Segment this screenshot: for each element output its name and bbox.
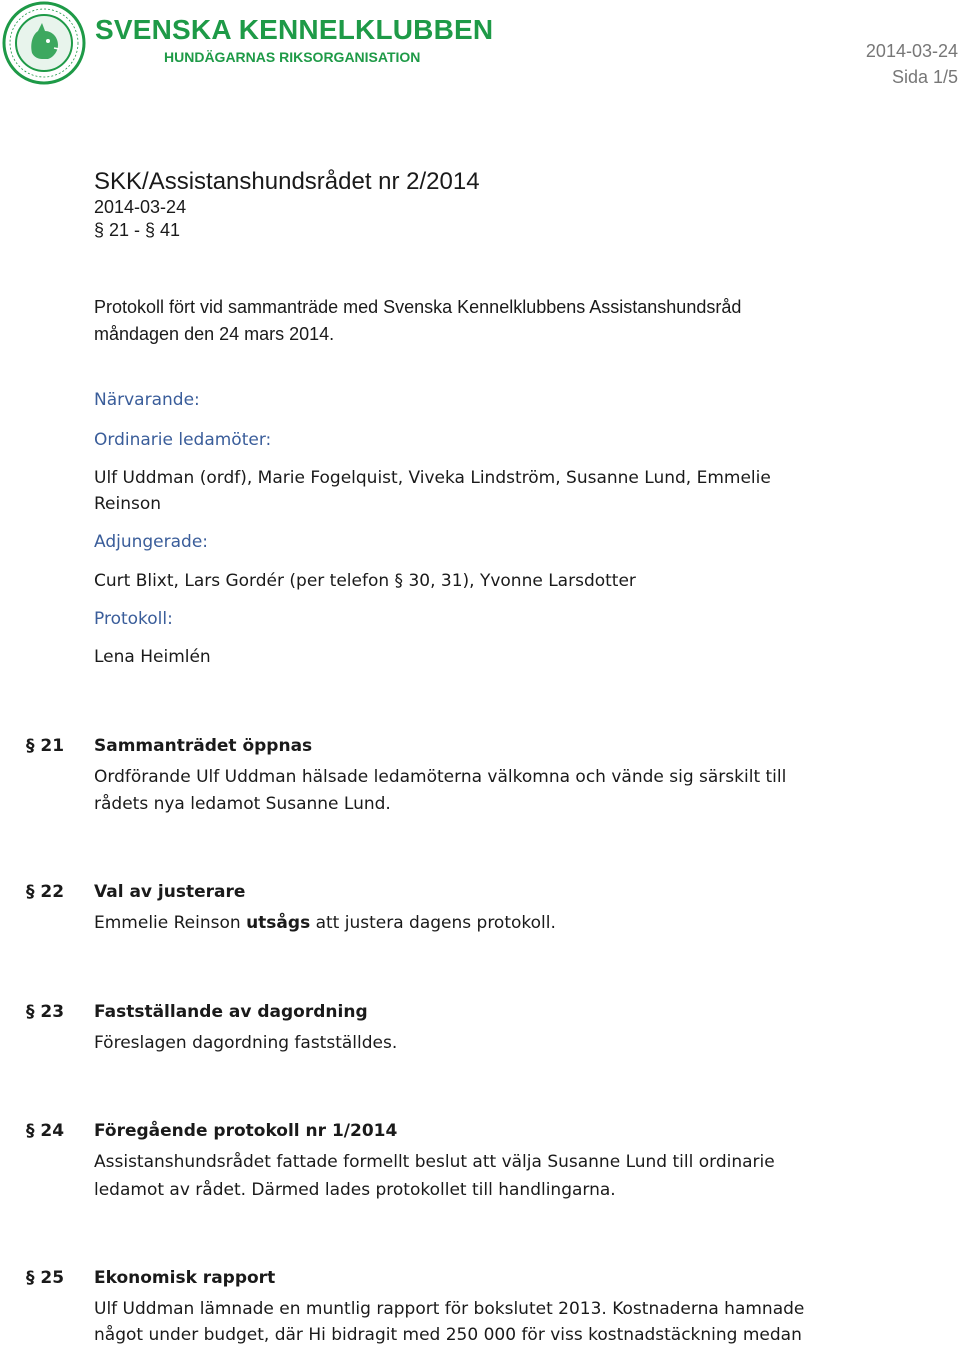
item-number: § 24 <box>26 1121 65 1141</box>
item-text-part: att justera dagens protokoll. <box>310 913 556 933</box>
item-text: Assistanshundsrådet fattade formellt beslut att välja Susanne Lund till ordinarie <box>94 1152 775 1172</box>
members-line-1: Ulf Uddman (ordf), Marie Fogelquist, Viveka Lindström, Susanne Lund, Emmelie <box>94 468 771 488</box>
item-text-emphasis: utsågs <box>246 913 311 933</box>
item-text <box>94 913 556 933</box>
item-heading: Ekonomisk rapport <box>94 1268 276 1288</box>
item-heading: Föregående protokoll nr 1/2014 <box>94 1121 398 1141</box>
item-text: Föreslagen dagordning fastställdes. <box>94 1033 398 1053</box>
members-label: Ordinarie ledamöter: <box>94 430 272 450</box>
item-heading: Sammanträdet öppnas <box>94 736 313 756</box>
item-text: Ulf Uddman lämnade en muntlig rapport för bokslutet 2013. Kostnaderna hamnade <box>94 1299 805 1319</box>
item-text: rådets nya ledamot Susanne Lund. <box>94 794 391 814</box>
item-text: något under budget, där Hi bidragit med 250 000 för viss kostnadstäckning medan <box>94 1325 802 1345</box>
header-meta <box>866 38 958 90</box>
item-number: § 25 <box>26 1268 65 1288</box>
skk-seal-logo <box>2 1 86 85</box>
item-text-part: Emmelie Reinson <box>94 913 247 933</box>
item-heading: Val av justerare <box>94 882 246 902</box>
item-text: Ordförande Ulf Uddman hälsade ledamöterna välkomna och vände sig särskilt till <box>94 767 787 787</box>
minutes-taker: Lena Heimlén <box>94 647 211 667</box>
item-number: § 22 <box>26 882 65 902</box>
intro-line-2: måndagen den 24 mars 2014. <box>94 324 335 344</box>
intro-line-1: Protokoll fört vid sammanträde med Svenska Kennelklubbens Assistanshundsråd <box>94 297 742 317</box>
header-date: 2014-03-24 <box>865 41 958 61</box>
page-number: Sida 1/5 <box>891 67 958 87</box>
item-number: § 21 <box>26 736 65 756</box>
members-line-2: Reinson <box>94 494 162 514</box>
present-label: Närvarande: <box>94 390 200 410</box>
item-number: § 23 <box>26 1002 65 1022</box>
item-heading: Fastställande av dagordning <box>94 1002 368 1022</box>
item-text: ledamot av rådet. Därmed lades protokollet till handlingarna. <box>94 1180 616 1200</box>
document-title: SKK/Assistanshundsrådet nr 2/2014 <box>94 168 480 195</box>
co-opted-label: Adjungerade: <box>94 532 209 552</box>
org-name: SVENSKA KENNELKLUBBEN <box>95 14 494 45</box>
minutes-label: Protokoll: <box>94 609 173 629</box>
org-subtitle: HUNDÄGARNAS RIKSORGANISATION <box>164 49 421 65</box>
document-date: 2014-03-24 <box>94 197 187 217</box>
paragraph-range: § 21 - § 41 <box>94 220 181 240</box>
co-opted-list: Curt Blixt, Lars Gordér (per telefon § 30, 31), Yvonne Larsdotter <box>94 571 636 591</box>
